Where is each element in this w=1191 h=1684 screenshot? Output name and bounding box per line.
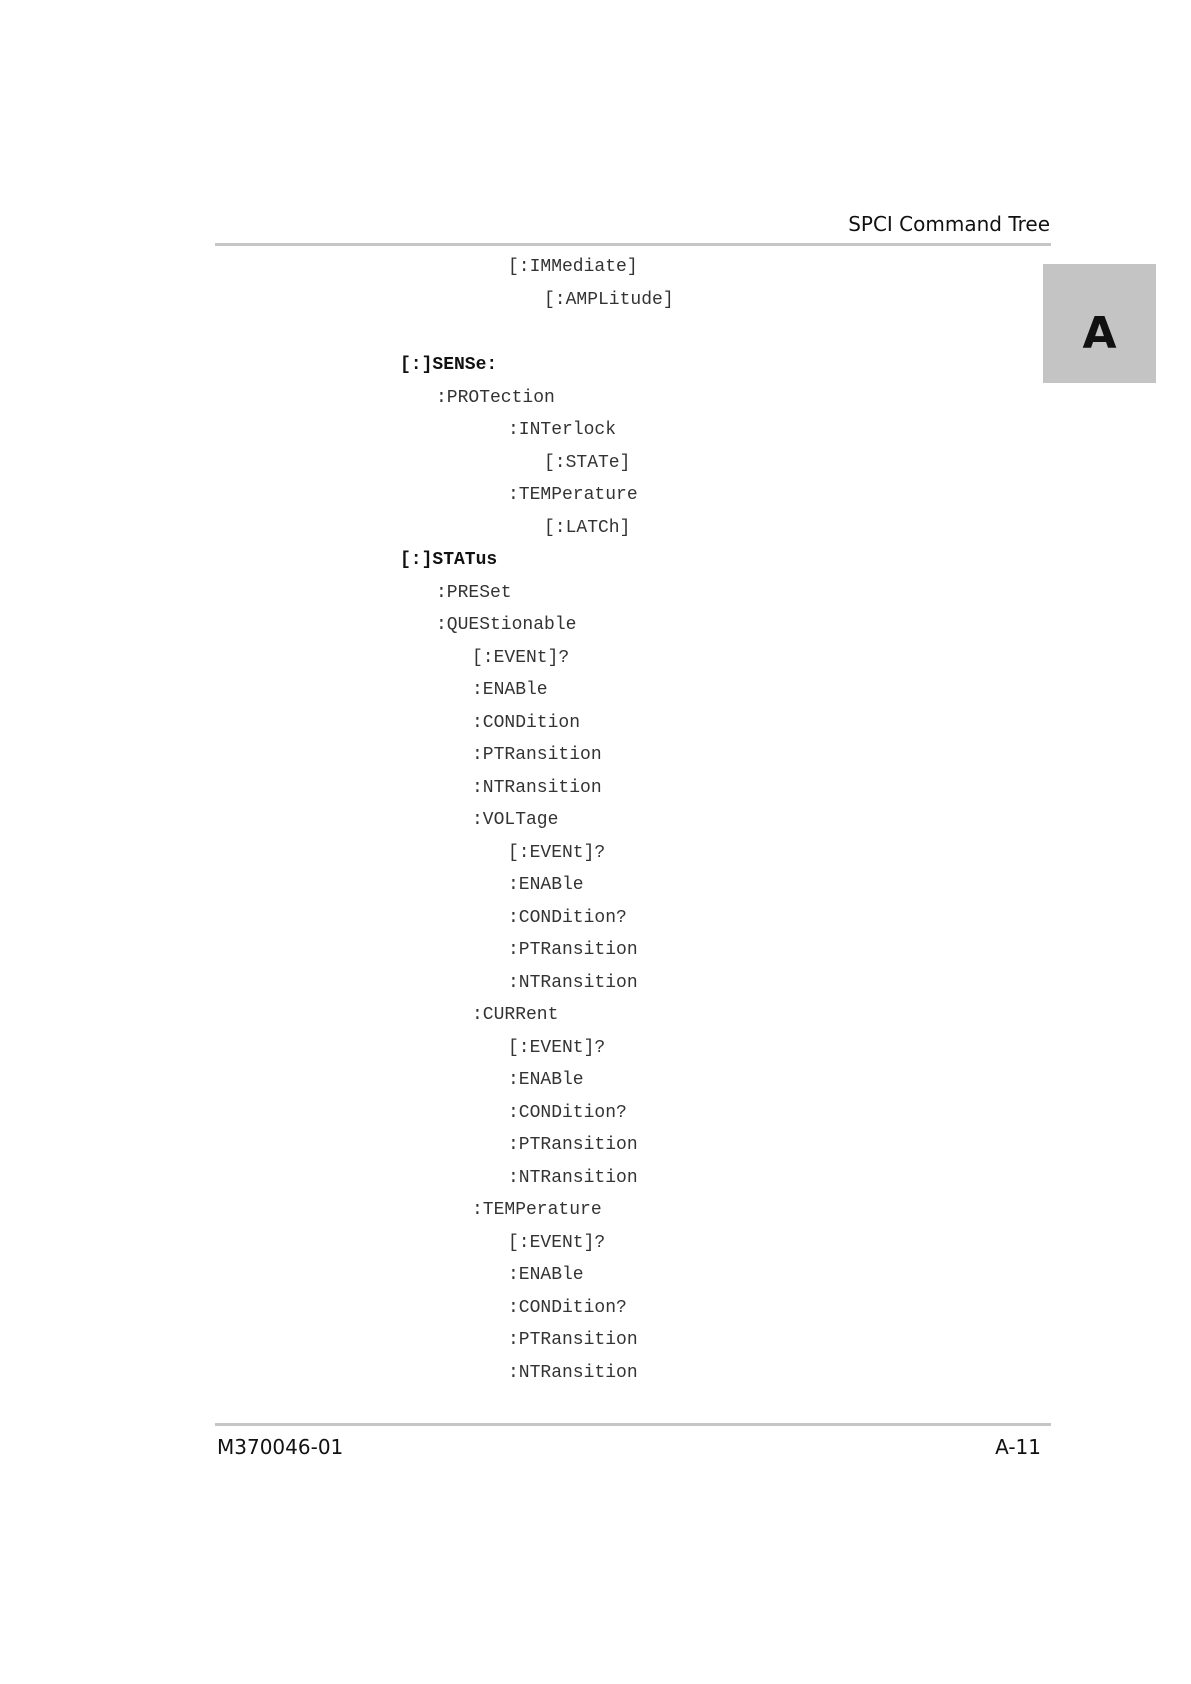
- command-node: :ENABle: [508, 875, 584, 895]
- footer-doc-number: M370046-01: [217, 1435, 344, 1459]
- command-node: :ENABle: [508, 1265, 584, 1285]
- appendix-tab: [1043, 264, 1156, 383]
- command-node: :NTRansition: [508, 1362, 638, 1383]
- command-node: :PRESet: [436, 582, 512, 603]
- footer-page-number: A-11: [995, 1435, 1041, 1459]
- command-node: :CONDition?: [508, 1102, 627, 1123]
- command-node: :TEMPerature: [472, 1200, 602, 1220]
- command-node: [:EVENt]?: [508, 842, 606, 863]
- header-rule: [215, 243, 1051, 246]
- command-node: [:EVENt]?: [508, 1037, 606, 1058]
- command-node: :INTerlock: [508, 420, 617, 440]
- command-node: [:EVENt]?: [508, 1232, 606, 1253]
- command-node: :PTRansition: [472, 745, 602, 765]
- command-node: :CONDition?: [508, 907, 627, 928]
- command-node: :CURRent: [472, 1005, 559, 1025]
- command-root: [:]SENSe:: [400, 355, 498, 375]
- command-node: :PTRansition: [508, 1330, 638, 1350]
- command-node: :TEMPerature: [508, 485, 638, 505]
- command-node: :CONDition: [472, 712, 581, 733]
- command-node: [:STATe]: [544, 452, 631, 473]
- command-node: :PROTection: [436, 387, 555, 408]
- appendix-tab-letter: A: [1082, 308, 1117, 359]
- command-node: :VOLTage: [472, 810, 559, 830]
- page-header-title: SPCI Command Tree: [848, 212, 1050, 236]
- command-node: :QUEStionable: [436, 615, 577, 635]
- command-node: :PTRansition: [508, 940, 638, 960]
- footer-rule: [215, 1423, 1051, 1426]
- command-node: [:LATCh]: [544, 517, 631, 538]
- command-node: :NTRansition: [508, 1167, 638, 1188]
- command-node: [:IMMediate]: [508, 257, 638, 277]
- command-node: [:AMPLitude]: [544, 289, 674, 310]
- command-root: [:]STATus: [400, 550, 498, 570]
- command-node: :ENABle: [508, 1070, 584, 1090]
- command-node: :ENABle: [472, 680, 548, 700]
- command-node: :NTRansition: [472, 777, 602, 798]
- command-node: :PTRansition: [508, 1135, 638, 1155]
- command-node: :CONDition?: [508, 1297, 627, 1318]
- command-node: [:EVENt]?: [472, 647, 570, 668]
- command-node: :NTRansition: [508, 972, 638, 993]
